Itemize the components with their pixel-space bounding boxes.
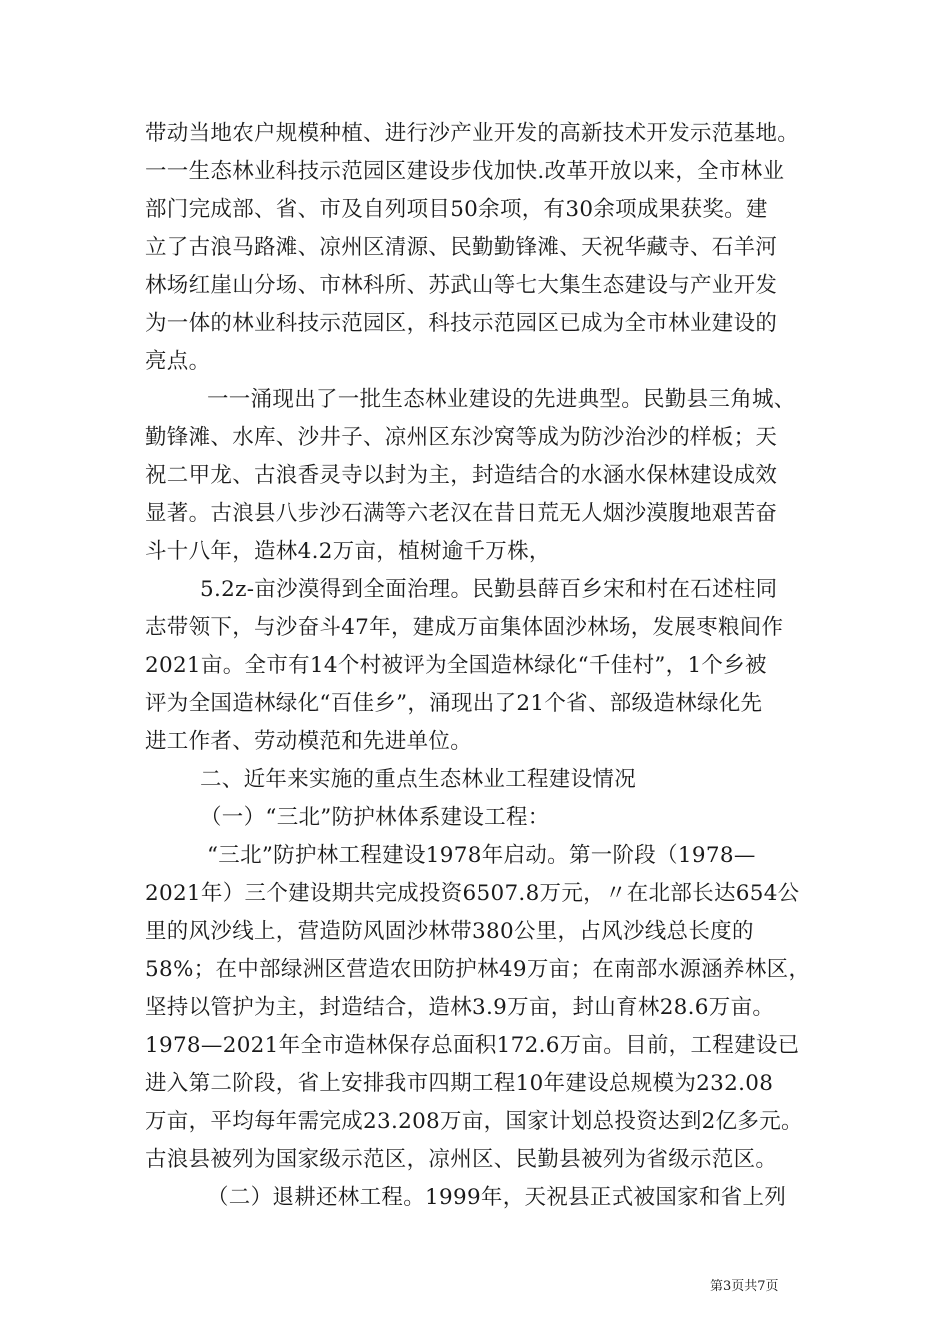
body-line: 为一体的林业科技示范园区，科技示范园区已成为全市林业建设的 bbox=[145, 311, 778, 336]
body-line: 立了古浪马路滩、凉州区清源、民勤勤锋滩、天祝华藏寺、石羊河 bbox=[145, 235, 778, 260]
body-line: 勤锋滩、水库、沙井子、凉州区东沙窝等成为防沙治沙的样板；天 bbox=[145, 425, 778, 450]
body-line: 斗十八年，造林4.2万亩，植树逾千万株， bbox=[145, 539, 551, 564]
body-line: 5.2z-亩沙漠得到全面治理。民勤县薛百乡宋和村在石述柱同 bbox=[200, 577, 778, 602]
body-line: 万亩，平均每年需完成23.208万亩，国家计划总投资达到2亿多元。 bbox=[145, 1109, 803, 1134]
body-line: 带动当地农户规模种植、进行沙产业开发的高新技术开发示范基地。 bbox=[145, 121, 800, 146]
body-line: 进入第二阶段，省上安排我市四期工程10年建设总规模为232.08 bbox=[145, 1071, 774, 1096]
body-line: 林场红崖山分场、市林科所、苏武山等七大集生态建设与产业开发 bbox=[145, 273, 778, 298]
body-line: （二）退耕还林工程。1999年，天祝县正式被国家和省上列 bbox=[207, 1185, 787, 1210]
body-line: 2021亩。全市有14个村被评为全国造林绿化“千佳村”，1个乡被 bbox=[145, 653, 767, 678]
body-line: 进工作者、劳动模范和先进单位。 bbox=[145, 729, 473, 754]
body-line: 祝二甲龙、古浪香灵寺以封为主，封造结合的水涵水保林建设成效 bbox=[145, 463, 778, 488]
body-line: 一一生态林业科技示范园区建设步伐加快.改革开放以来，全市林业 bbox=[145, 159, 785, 184]
body-line: 志带领下，与沙奋斗47年，建成万亩集体固沙林场，发展枣粮间作 bbox=[145, 615, 784, 640]
body-line: 评为全国造林绿化“百佳乡”，涌现出了21个省、部级造林绿化先 bbox=[145, 691, 763, 716]
body-line: 亮点。 bbox=[145, 349, 211, 374]
body-line: 里的风沙线上，营造防风固沙林带380公里，占风沙线总长度的 bbox=[145, 919, 754, 944]
body-line: 古浪县被列为国家级示范区，凉州区、民勤县被列为省级示范区。 bbox=[145, 1147, 778, 1172]
section-heading: 二、近年来实施的重点生态林业工程建设情况 bbox=[200, 767, 637, 792]
body-line: 显著。古浪县八步沙石满等六老汉在昔日荒无人烟沙漠腹地艰苦奋 bbox=[145, 501, 778, 526]
body-line: 坚持以管护为主，封造结合，造林3.9万亩，封山育林28.6万亩。 bbox=[145, 995, 775, 1020]
page-number-footer: 第3页共7页 bbox=[710, 1279, 779, 1294]
body-line: 58%；在中部绿洲区营造农田防护林49万亩；在南部水源涵养林区， bbox=[145, 957, 811, 982]
body-line: 一一涌现出了一批生态林业建设的先进典型。民勤县三角城、 bbox=[207, 387, 796, 412]
body-line: 2021年）三个建设期共完成投资6507.8万元，〃在北部长达654公 bbox=[145, 881, 800, 906]
body-line: 1978—2021年全市造林保存总面积172.6万亩。目前，工程建设已 bbox=[145, 1033, 800, 1058]
body-line: “三北”防护林工程建设1978年启动。第一阶段（1978— bbox=[207, 843, 756, 868]
subsection-heading: （一）“三北”防护林体系建设工程： bbox=[200, 805, 550, 830]
body-line: 部门完成部、省、市及自列项目50余项，有30余项成果获奖。建 bbox=[145, 197, 768, 222]
